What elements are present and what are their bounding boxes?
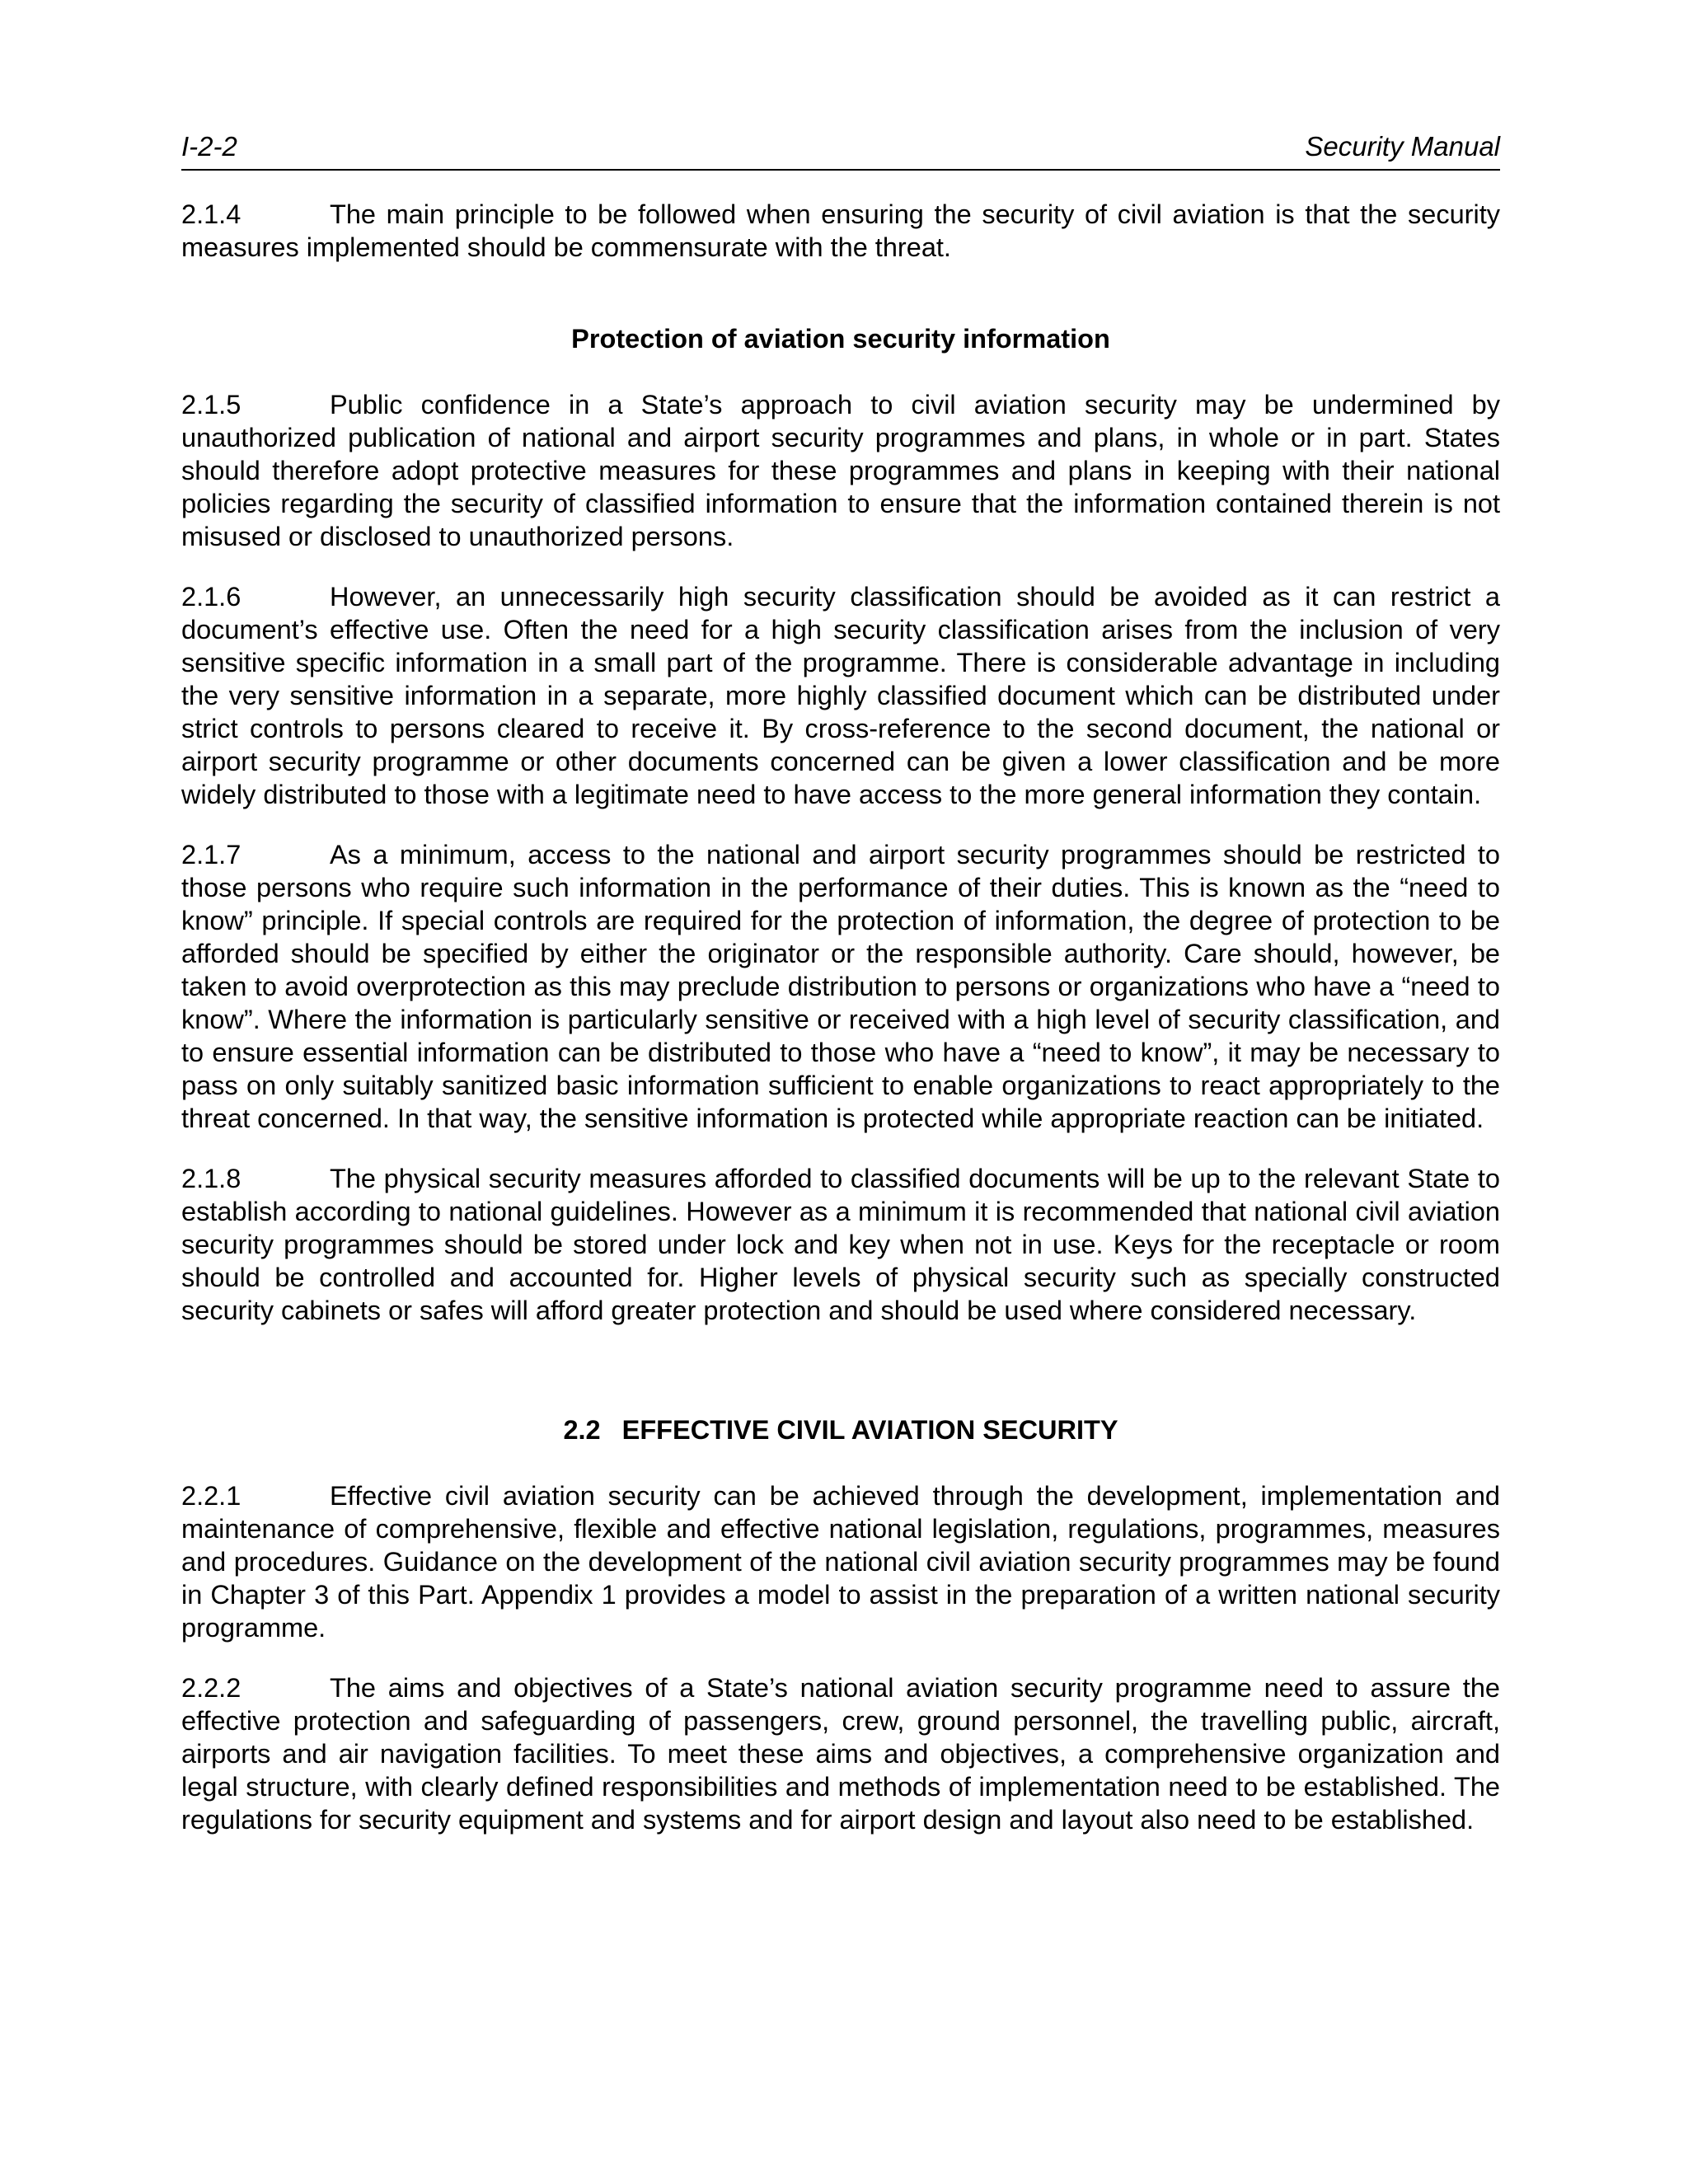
- document-title: Security Manual: [1305, 131, 1500, 162]
- paragraph-2-1-6: [181, 580, 1500, 811]
- paragraph-text: The main principle to be followed when ensuring the security of civil aviation is that the security measures implemented should be commensurate with the threat.: [181, 199, 1500, 262]
- subheading-protection-of-information: Protection of aviation security information: [571, 323, 1110, 354]
- page-number: I-2-2: [181, 131, 237, 162]
- page-header: [181, 130, 1500, 171]
- paragraph-text: However, an unnecessarily high security classification should be avoided as it can restrict a document’s effective use. Often the need for a high security classification arises from the inclusion of very sensitive specific information in a small part of the programme. There is considerable advantage in including the very sensitive information in a separate, more highly classified document which can be distributed under strict controls to persons cleared to receive it. By cross-reference to the second document, the national or airport security programme or other documents concerned can be given a lower classification and be more widely distributed to those with a legitimate need to have access to the more general information they contain.: [181, 581, 1500, 809]
- section-number: 2.2: [563, 1414, 601, 1445]
- paragraph-text: Effective civil aviation security can be achieved through the development, implementation and maintenance of comprehensive, flexible and effective national legislation, regulations, programmes, measures and procedures. Guidance on the development of the national civil aviation security programmes may be found in Chapter 3 of this Part. Appendix 1 provides a model to assist in the preparation of a written national security programme.: [181, 1480, 1500, 1643]
- paragraph-text: Public confidence in a State’s approach to civil aviation security may be undermined by unauthorized publication of national and airport security programmes and plans, in whole or in part. States should therefore adopt protective measures for these programmes and plans in keeping with their national policies regarding the security of classified information to ensure that the information contained therein is not misused or disclosed to unauthorized persons.: [181, 389, 1500, 551]
- document-page: [181, 130, 1500, 1836]
- paragraph-2-2-1: [181, 1479, 1500, 1644]
- paragraph-number: 2.2.1: [181, 1480, 241, 1511]
- section-title: EFFECTIVE CIVIL AVIATION SECURITY: [621, 1414, 1118, 1445]
- paragraph-number: 2.1.7: [181, 839, 241, 869]
- paragraph-2-1-8: [181, 1162, 1500, 1327]
- paragraph-2-1-7: [181, 838, 1500, 1135]
- paragraph-text: As a minimum, access to the national and airport security programmes should be restricted to those persons who require such information in the performance of their duties. This is known as the “need to know” principle. If special controls are required for the protection of information, the degree of protection to be afforded should be specified by either the originator or the responsible authority. Care should, however, be taken to avoid overprotection as this may preclude distribution to persons or organizations who have a “need to know”. Where the information is particularly sensitive or received with a high level of security classification, and to ensure essential information can be distributed to those who have a “need to know”, it may be necessary to pass on only suitably sanitized basic information sufficient to enable organizations to react appropriately to the threat concerned. In that way, the sensitive information is protected while appropriate reaction can be initiated.: [181, 839, 1500, 1133]
- paragraph-text: The aims and objectives of a State’s national aviation security programme need to assure the effective protection and safeguarding of passengers, crew, ground personnel, the travelling public, aircraft, airports and air navigation facilities. To meet these aims and objectives, a comprehensive organization and legal structure, with clearly defined responsibilities and methods of implementation need to be established. The regulations for security equipment and systems and for airport design and layout also need to be established.: [181, 1672, 1500, 1835]
- paragraph-text: The physical security measures afforded to classified documents will be up to the relevant State to establish according to national guidelines. However as a minimum it is recommended that national civil aviation security programmes should be stored under lock and key when not in use. Keys for the receptacle or room should be controlled and accounted for. Higher levels of physical security such as specially constructed security cabinets or safes will afford greater protection and should be used where considered necessary.: [181, 1163, 1500, 1325]
- paragraph-number: 2.1.4: [181, 199, 241, 229]
- paragraph-number: 2.2.2: [181, 1672, 241, 1703]
- paragraph-2-1-4: [181, 198, 1500, 264]
- section-heading-2-2: [181, 1413, 1500, 1446]
- paragraph-number: 2.1.6: [181, 581, 241, 612]
- paragraph-2-2-2: [181, 1671, 1500, 1836]
- paragraph-2-1-5: [181, 388, 1500, 553]
- paragraph-number: 2.1.8: [181, 1163, 241, 1193]
- paragraph-number: 2.1.5: [181, 389, 241, 419]
